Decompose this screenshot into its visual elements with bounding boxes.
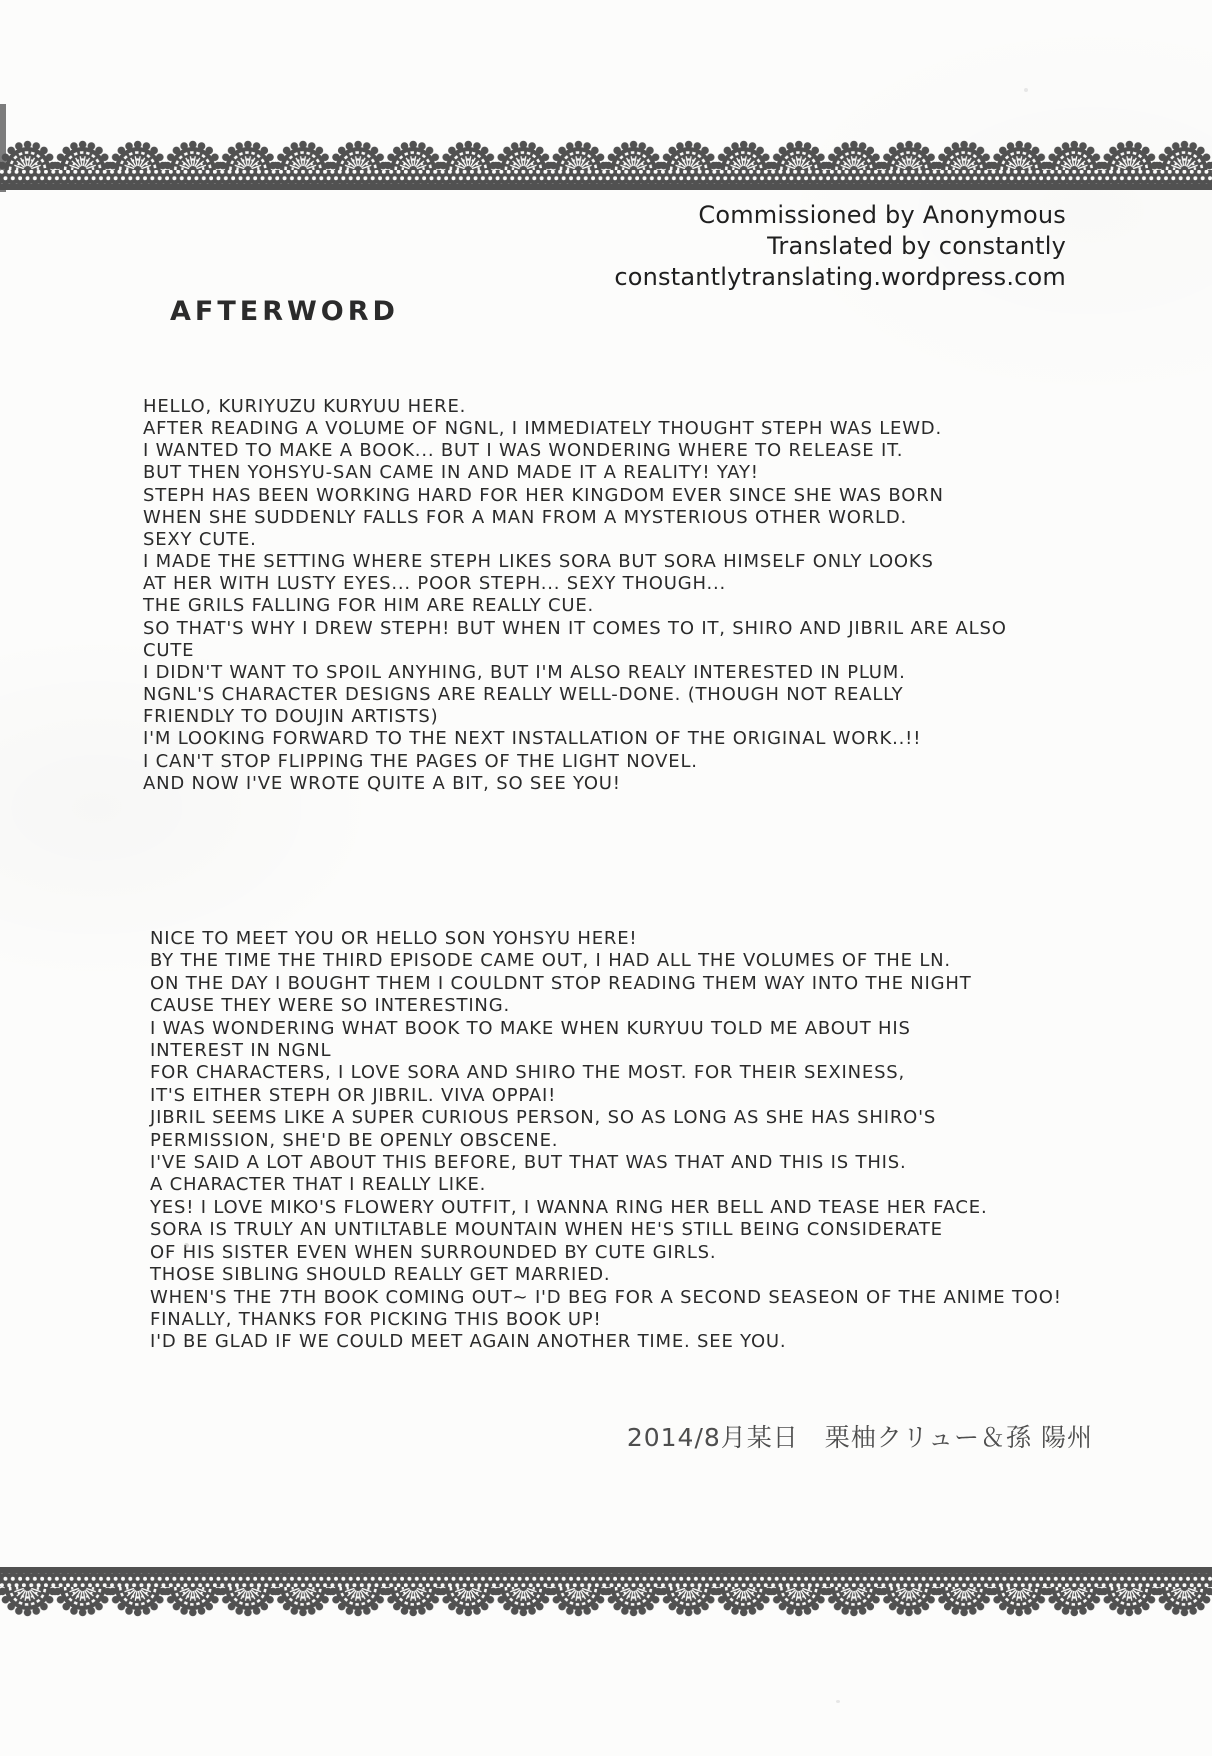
text-line: I'D BE GLAD IF WE COULD MEET AGAIN ANOTHER TIME. SEE YOU. (150, 1331, 787, 1353)
text-line: ON THE DAY I BOUGHT THEM I COULDNT STOP READING THEM WAY INTO THE NIGHT (150, 972, 972, 994)
text-line: AT HER WITH LUSTY EYES... POOR STEPH... SEXY THOUGH... (143, 573, 727, 595)
circle-comment-block (150, 928, 1062, 1354)
text-line: BY THE TIME THE THIRD EPISODE CAME OUT, I HAD ALL THE VOLUMES OF THE LN. (150, 950, 951, 972)
text-line: I WANTED TO MAKE A BOOK... BUT I WAS WONDERING WHERE TO RELEASE IT. (143, 440, 904, 462)
text-line: I WAS WONDERING WHAT BOOK TO MAKE WHEN KURYUU TOLD ME ABOUT HIS (150, 1017, 911, 1039)
afterword-title: AFTERWORD (170, 296, 399, 327)
scan-speck (184, 1243, 189, 1248)
text-line: FINALLY, THANKS FOR PICKING THIS BOOK UP! (150, 1308, 602, 1330)
translation-credits (614, 200, 1066, 293)
text-line: CAUSE THEY WERE SO INTERESTING. (150, 995, 510, 1017)
text-line: WHEN SHE SUDDENLY FALLS FOR A MAN FROM A MYSTERIOUS OTHER WORLD. (143, 506, 908, 528)
text-line: I DIDN'T WANT TO SPOIL ANYHING, BUT I'M ALSO REALY INTERESTED IN PLUM. (143, 661, 906, 683)
text-line: IT'S EITHER STEPH OR JIBRIL. VIVA OPPAI! (150, 1084, 557, 1106)
text-line: STEPH HAS BEEN WORKING HARD FOR HER KINGDOM EVER SINCE SHE WAS BORN (143, 484, 944, 506)
text-line: THE GRILS FALLING FOR HIM ARE REALLY CUE. (143, 595, 595, 617)
text-line: A CHARACTER THAT I REALLY LIKE. (150, 1174, 487, 1196)
credit-url: constantlytranslating.wordpress.com (614, 263, 1066, 291)
text-line: YES! I LOVE MIKO'S FLOWERY OUTFIT, I WANNA RING HER BELL AND TEASE HER FACE. (150, 1196, 988, 1218)
text-line: WHEN'S THE 7TH BOOK COMING OUT~ I'D BEG FOR A SECOND SEASEON OF THE ANIME TOO! (150, 1286, 1062, 1308)
text-line: FOR CHARACTERS, I LOVE SORA AND SHIRO THE MOST. FOR THEIR SEXINESS, (150, 1062, 906, 1084)
scan-speck (836, 1700, 840, 1703)
text-line: PERMISSION, SHE'D BE OPENLY OBSCENE. (150, 1129, 559, 1151)
date-signature: 2014/8月某日 栗柚クリュー＆孫 陽州 (626, 1423, 1093, 1452)
artist-comment-block (143, 396, 1007, 795)
text-line: HELLO, KURIYUZU KURYUU HERE. (143, 396, 467, 417)
scan-speck (1024, 88, 1028, 92)
text-line: I'M LOOKING FORWARD TO THE NEXT INSTALLATION OF THE ORIGINAL WORK..!! (143, 728, 922, 750)
text-line: NGNL'S CHARACTER DESIGNS ARE REALLY WELL-DONE. (THOUGH NOT REALLY (143, 684, 904, 706)
lace-border-bottom (0, 1567, 1212, 1631)
text-line: AFTER READING A VOLUME OF NGNL, I IMMEDIATELY THOUGHT STEPH WAS LEWD. (143, 418, 942, 440)
credit-translator: Translated by constantly (767, 232, 1066, 260)
text-line: OF HIS SISTER EVEN WHEN SURROUNDED BY CUTE GIRLS. (150, 1241, 717, 1263)
text-line: I MADE THE SETTING WHERE STEPH LIKES SORA BUT SORA HIMSELF ONLY LOOKS (143, 551, 934, 573)
text-line: INTEREST IN NGNL (150, 1040, 332, 1062)
text-line: SEXY CUTE. (143, 528, 257, 550)
text-line: I CAN'T STOP FLIPPING THE PAGES OF THE LIGHT NOVEL. (143, 750, 698, 772)
text-line: BUT THEN YOHSYU-SAN CAME IN AND MADE IT A REALITY! YAY! (143, 462, 759, 484)
text-line: NICE TO MEET YOU OR HELLO SON YOHSYU HERE! (150, 928, 638, 949)
text-line: SO THAT'S WHY I DREW STEPH! BUT WHEN IT COMES TO IT, SHIRO AND JIBRIL ARE ALSO (143, 617, 1007, 639)
text-line: I'VE SAID A LOT ABOUT THIS BEFORE, BUT THAT WAS THAT AND THIS IS THIS. (150, 1152, 907, 1174)
text-line: FRIENDLY TO DOUJIN ARTISTS) (143, 706, 439, 728)
text-line: AND NOW I'VE WROTE QUITE A BIT, SO SEE YOU! (143, 772, 621, 794)
text-line: CUTE (143, 639, 195, 661)
text-line: THOSE SIBLING SHOULD REALLY GET MARRIED. (150, 1264, 611, 1286)
text-line: JIBRIL SEEMS LIKE A SUPER CURIOUS PERSON, SO AS LONG AS SHE HAS SHIRO'S (150, 1107, 937, 1129)
lace-border-top (0, 126, 1212, 190)
text-line: SORA IS TRULY AN UNTILTABLE MOUNTAIN WHEN HE'S STILL BEING CONSIDERATE (150, 1219, 943, 1241)
credit-commission: Commissioned by Anonymous (698, 201, 1066, 229)
